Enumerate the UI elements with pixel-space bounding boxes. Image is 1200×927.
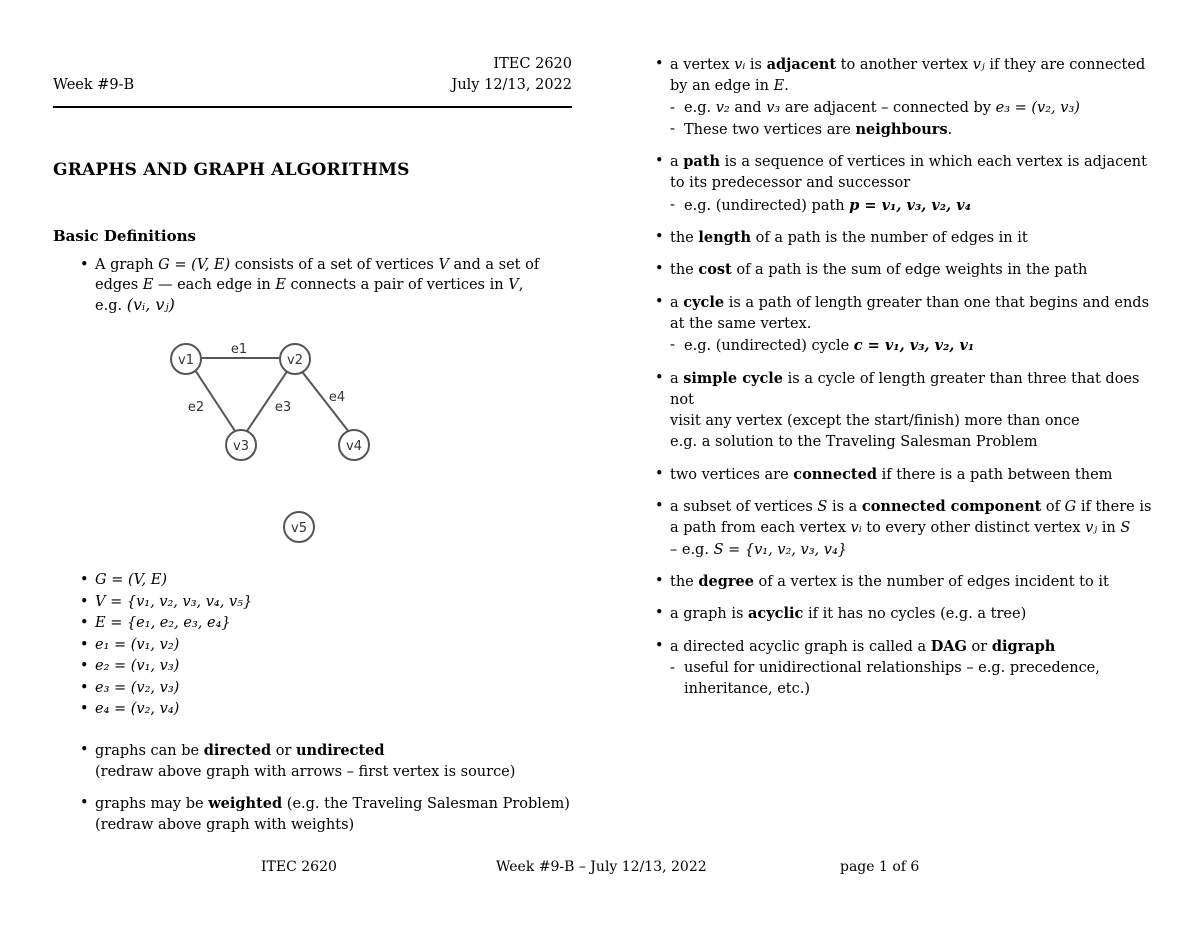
label-v3: v3 [233,439,249,454]
label-e2: e2 [187,400,205,415]
label-v5: v5 [291,521,307,536]
def-acyclic: • a graph is acyclic if it has no cycles (e.g. a tree) [654,603,1154,625]
footer-page: page 1 of 6 [840,859,920,875]
formula-item: • e₃ = (v₂, v₃) [79,678,379,700]
formula-item: • V = {v₁, v₂, v₃, v₄, v₅} [79,592,379,614]
def-component: • a subset of vertices S is a connected component of G if there is a path from each vertex vᵢ to every other distinct vertex vⱼ in S – e.g. S = {v₁, v₂, v₃, v₄} [654,496,1154,561]
header-week: Week #9-B [53,77,135,93]
def-connected: • two vertices are connected if there is a path between them [654,464,1154,486]
header-course: ITEC 2620 [493,56,572,72]
label-e3: e3 [274,400,292,415]
def-cost: • the cost of a path is the sum of edge weights in the path [654,259,1154,281]
header-rule [53,106,572,108]
formula-item: • E = {e₁, e₂, e₃, e₄} [79,613,379,635]
label-e4: e4 [328,390,346,405]
intro-item: • A graph G = (V, E) consists of a set of vertices V and a set of edges E — each edge in E connects a pair of vertices in V, e.g. (vᵢ, vⱼ) [79,255,559,316]
formula-item: • e₁ = (v₁, v₂) [79,635,379,657]
graph-types-list [79,740,579,836]
label-v4: v4 [346,439,362,454]
intro-list [79,255,559,316]
directed-item: • graphs can be directed or undirected (redraw above graph with arrows – first vertex is source) [79,740,579,783]
header-date: July 12/13, 2022 [451,77,572,93]
definitions-list [654,54,1154,700]
weighted-item: • graphs may be weighted (e.g. the Traveling Salesman Problem) (redraw above graph with weights) [79,793,579,836]
formula-item: • e₂ = (v₁, v₃) [79,656,379,678]
def-length: • the length of a path is the number of edges in it [654,227,1154,249]
label-v2: v2 [287,353,303,368]
label-v1: v1 [178,353,194,368]
def-dag: • a directed acyclic graph is called a DAG or digraph - useful for unidirectional relationships – e.g. precedence, inheritance, etc.) [654,636,1154,701]
page-title: GRAPHS AND GRAPH ALGORITHMS [53,160,410,180]
footer-center: Week #9-B – July 12/13, 2022 [496,859,707,875]
def-degree: • the degree of a vertex is the number of edges incident to it [654,571,1154,593]
label-e1: e1 [230,342,248,357]
def-simple-cycle: • a simple cycle is a cycle of length greater than three that does not visit any vertex (except the start/finish) more than once e.g. a solution to the Traveling Salesman Problem [654,368,1154,454]
def-cycle: • a cycle is a path of length greater than one that begins and ends at the same vertex. - e.g. (undirected) cycle c = v₁, v₃, v₂, v₁ [654,292,1154,358]
graph-diagram [150,335,400,550]
formula-item: • e₄ = (v₂, v₄) [79,699,379,721]
section-heading: Basic Definitions [53,227,196,245]
footer-course: ITEC 2620 [261,859,337,875]
formula-item: • G = (V, E) [79,570,379,592]
formula-list [79,570,379,721]
def-adjacent: • a vertex vᵢ is adjacent to another vertex vⱼ if they are connected by an edge in E. - e.g. v₂ and v₃ are adjacent – connected by e₃ = (v₂, v₃) - These two vertices are neighbours. [654,54,1154,141]
def-path: • a path is a sequence of vertices in which each vertex is adjacent to its predecessor and successor - e.g. (undirected) path p = v₁, v₃, v₂, v₄ [654,151,1154,217]
